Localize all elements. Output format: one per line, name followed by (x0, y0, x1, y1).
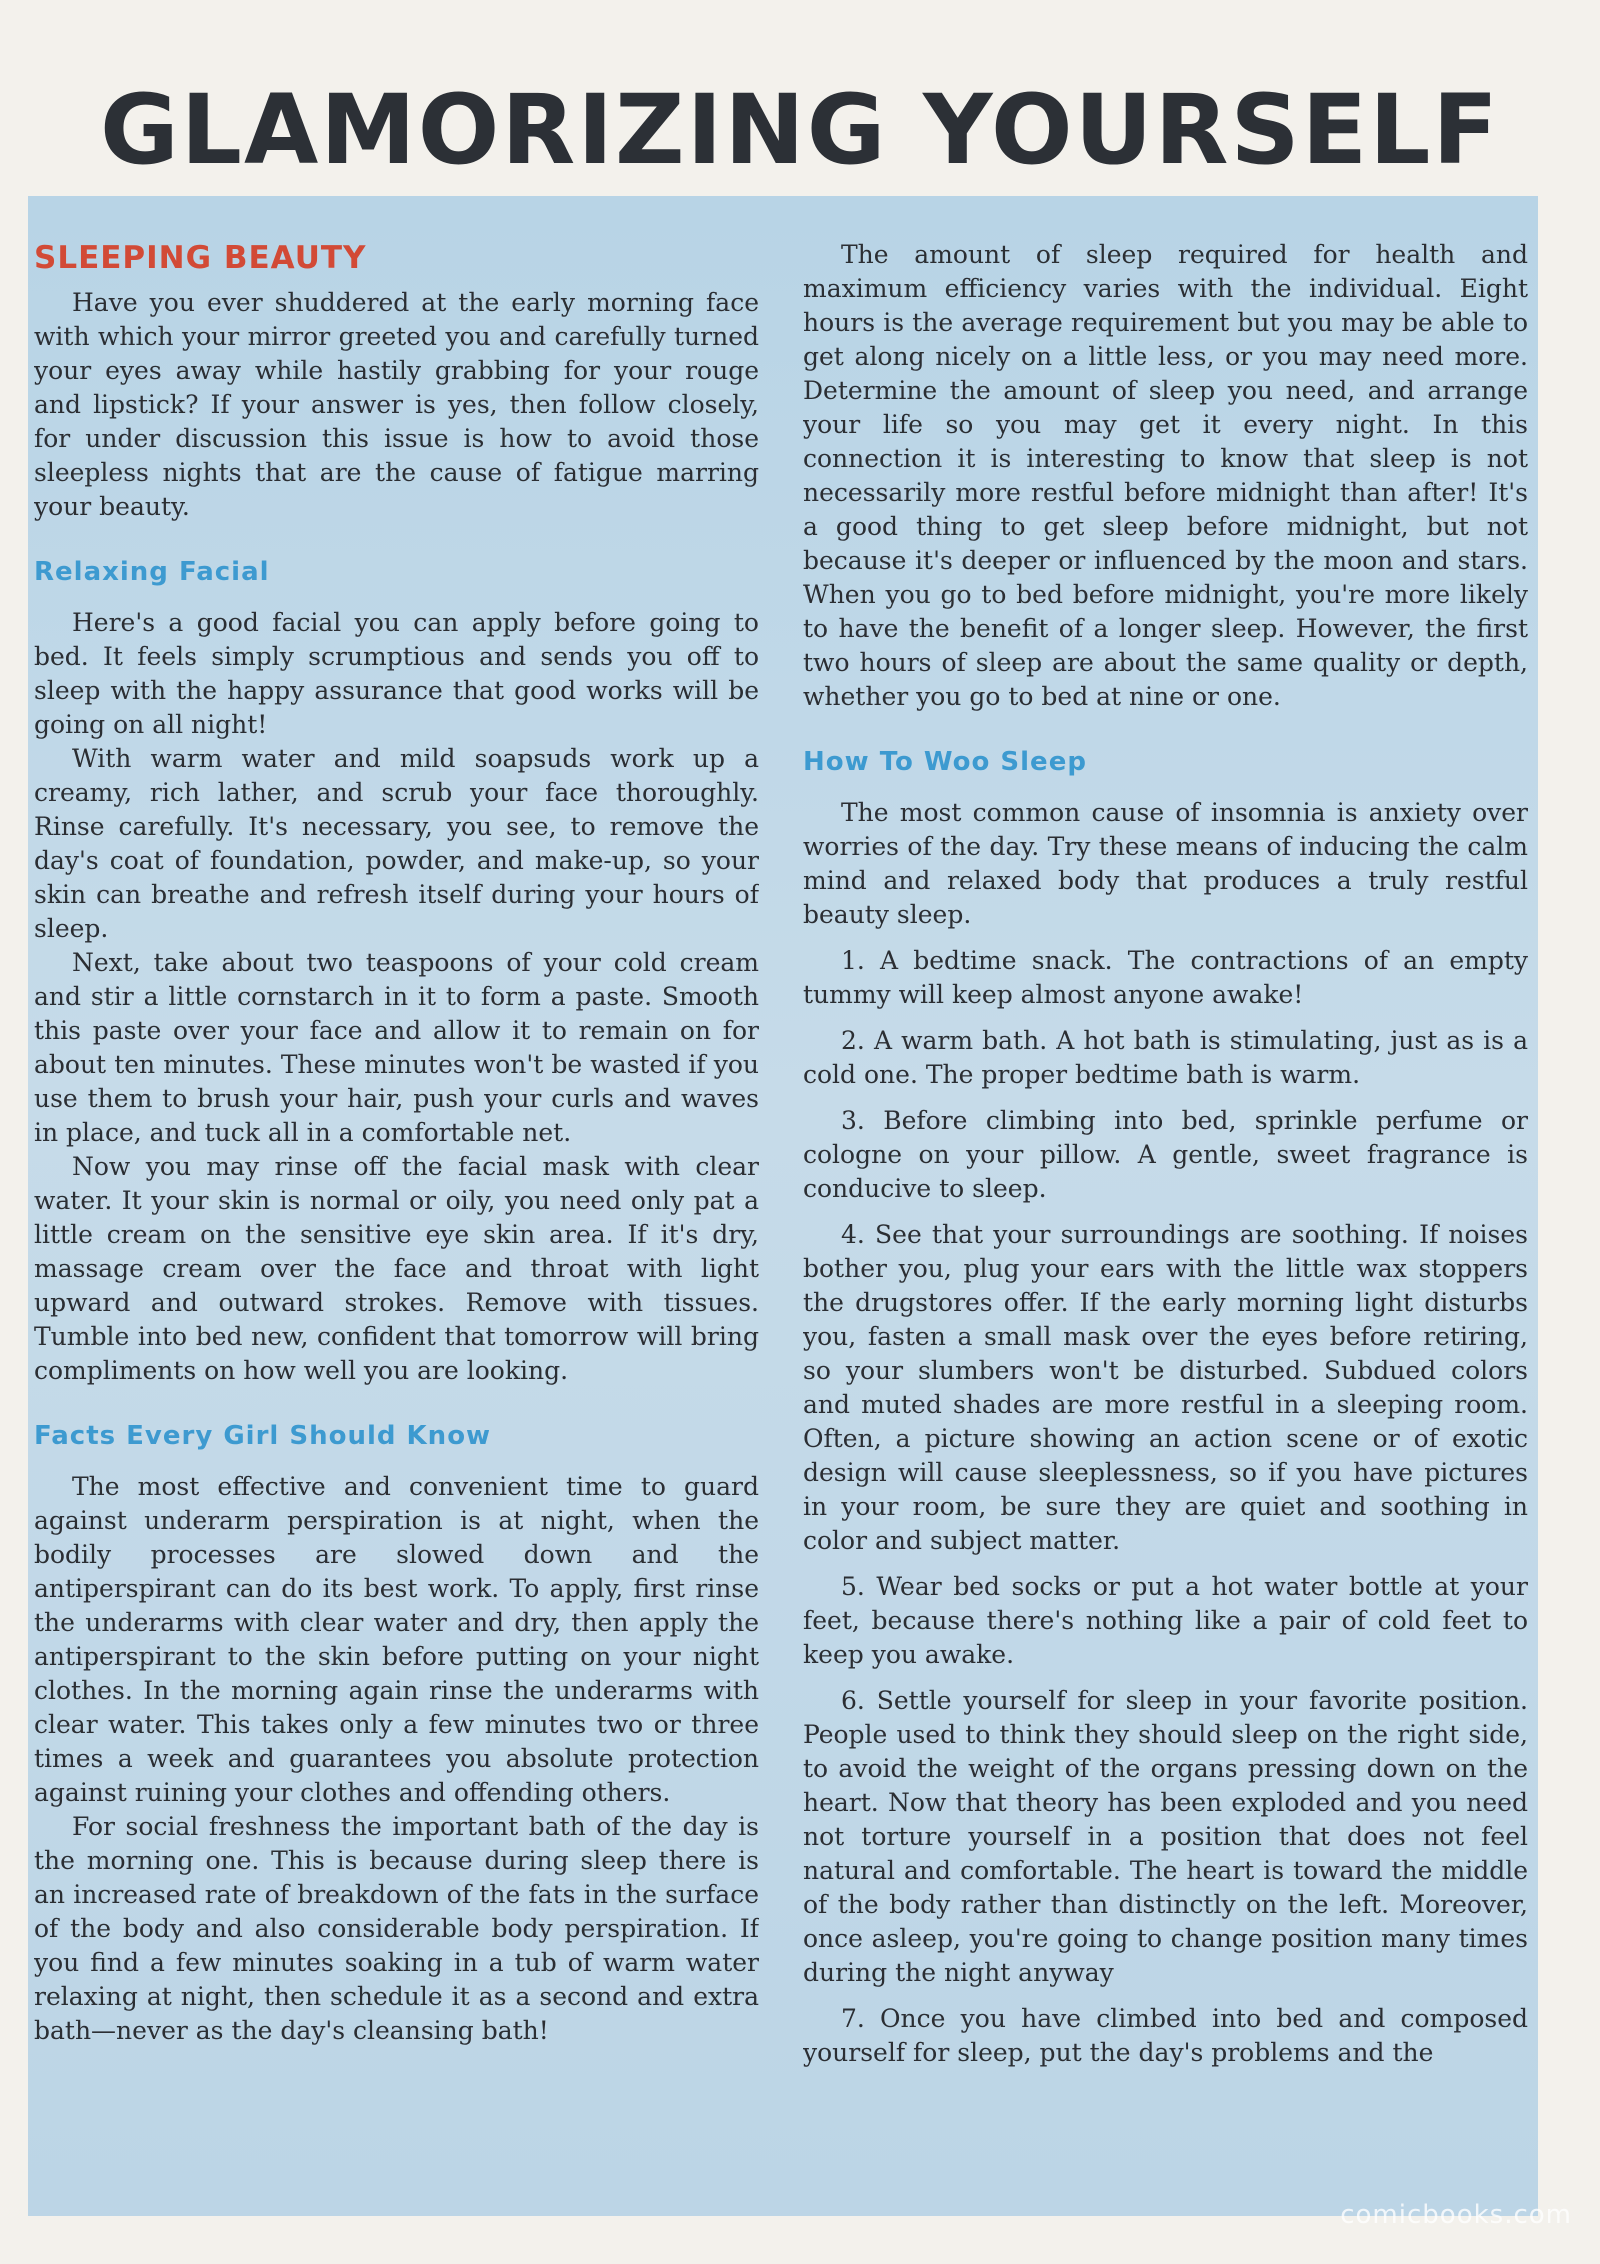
section-heading-relaxing-facial: Relaxing Facial (34, 557, 270, 587)
list-item: 1. A bedtime snack. The contractions of an empty tummy will keep almost anyone awake! (803, 946, 1528, 1009)
paragraph: The most common cause of insomnia is anxiety over worries of the day. Try these means of inducing the calm mind and relaxed body that produces a truly restful beauty sleep. (803, 798, 1528, 929)
paragraph: Now you may rinse off the facial mask with clear water. It your skin is normal or oily, you need only pat a little cream on the sensitive eye skin area. If it's dry, massage cream over the face and throat with light upward and outward strokes. Remove with tissues. Tumble into bed new, confident that tomorrow will bring compliments on how well you are looking. (34, 1152, 759, 1385)
paragraph: The most effective and convenient time to guard against underarm perspiration is at night, when the bodily processes are slowed down and the antiperspirant can do its best work. To apply, first rinse the underarms with clear water and dry, then apply the antiperspirant to the skin before putting on your night clothes. In the morning again rinse the underarms with clear water. This takes only a few minutes two or three times a week and guarantees you absolute protection against ruining your clothes and offending others. (34, 1472, 759, 1807)
list-item: 2. A warm bath. A hot bath is stimulating, just as is a cold one. The proper bedtime bath is warm. (803, 1026, 1528, 1089)
left-column (34, 196, 759, 2216)
list-item: 4. See that your surroundings are soothing. If noises bother you, plug your ears with the little wax stoppers the drugstores offer. If the early morning light disturbs you, fasten a small mask over the eyes before retiring, so your slumbers won't be disturbed. Subdued colors and muted shades are more restful in a sleeping room. Often, a picture showing an action scene or of exotic design will cause sleeplessness, so if you have pictures in your room, be sure they are quiet and soothing in color and subject matter. (803, 1220, 1528, 1555)
paragraph: Next, take about two teaspoons of your cold cream and stir a little cornstarch in it to form a paste. Smooth this paste over your face and allow it to remain on for about ten minutes. These minutes won't be wasted if you use them to brush your hair, push your curls and waves in place, and tuck all in a comfortable net. (34, 948, 759, 1147)
page-title: GLAMORIZING YOURSELF (100, 74, 1500, 186)
list-item: 6. Settle yourself for sleep in your favorite position. People used to think they should sleep on the right side, to avoid the weight of the organs pressing down on the heart. Now that theory has been exploded and you need not torture yourself in a position that does not feel natural and comfortable. The heart is toward the middle of the body rather than distinctly on the left. Moreover, once asleep, you're going to change position many times during the night anyway (803, 1686, 1528, 1987)
article-panel (28, 196, 1538, 2216)
list-item: 7. Once you have climbed into bed and composed yourself for sleep, put the day's problems and the (803, 2004, 1528, 2067)
paragraph: Have you ever shuddered at the early morning face with which your mirror greeted you and carefully turned your eyes away while hastily grabbing for your rouge and lipstick? If your answer is yes, then follow closely, for under discussion this issue is how to avoid those sleepless nights that are the cause of fatigue marring your beauty. (34, 288, 759, 521)
paragraph: With warm water and mild soapsuds work up a creamy, rich lather, and scrub your face thoroughly. Rinse carefully. It's necessary, you see, to remove the day's coat of foundation, powder, and make-up, so your skin can breathe and refresh itself during your hours of sleep. (34, 744, 759, 943)
paragraph: Here's a good facial you can apply before going to bed. It feels simply scrumptious and sends you off to sleep with the happy assurance that good works will be going on all night! (34, 608, 759, 739)
list-item: 3. Before climbing into bed, sprinkle perfume or cologne on your pillow. A gentle, sweet fragrance is conducive to sleep. (803, 1106, 1528, 1203)
paragraph: The amount of sleep required for health and maximum efficiency varies with the individual. Eight hours is the average requirement but you may be able to get along nicely on a little less, or you may need more. Determine the amount of sleep you need, and arrange your life so you may get it every night. In this connection it is interesting to know that sleep is not necessarily more restful before midnight than after! It's a good thing to get sleep before midnight, but not because it's deeper or influenced by the moon and stars. When you go to bed before midnight, you're more likely to have the benefit of a longer sleep. However, the first two hours of sleep are about the same quality or depth, whether you go to bed at nine or one. (803, 240, 1528, 711)
section-heading-sleeping-beauty: SLEEPING BEAUTY (34, 240, 367, 276)
list-item: 5. Wear bed socks or put a hot water bottle at your feet, because there's nothing like a pair of cold feet to keep you awake. (803, 1572, 1528, 1669)
paragraph: For social freshness the important bath of the day is the morning one. This is because during sleep there is an increased rate of breakdown of the fats in the surface of the body and also considerable body perspiration. If you find a few minutes soaking in a tub of warm water relaxing at night, then schedule it as a second and extra bath—never as the day's cleansing bath! (34, 1812, 759, 2045)
section-heading-facts: Facts Every Girl Should Know (34, 1421, 492, 1451)
watermark: comicbooks.com (1340, 2200, 1572, 2230)
section-heading-how-to-woo-sleep: How To Woo Sleep (803, 747, 1087, 777)
right-column (803, 196, 1528, 2216)
